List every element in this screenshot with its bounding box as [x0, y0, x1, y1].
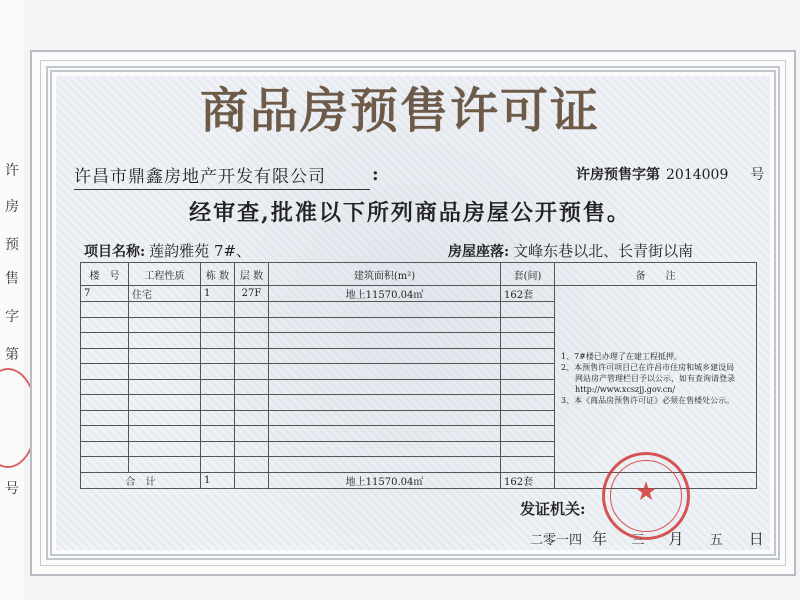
permit-suffix: 号 — [750, 167, 765, 183]
project-name-row — [84, 240, 251, 261]
date-day-unit: 日 — [748, 530, 764, 548]
date-year-unit: 年 — [592, 530, 608, 548]
strip-char: 第 — [5, 347, 19, 363]
company-colon: : — [372, 164, 379, 185]
cell-floors: 27F — [235, 286, 269, 302]
location-value: 文峰东巷以北、长青街以南 — [513, 242, 694, 260]
notes-cell — [555, 286, 757, 473]
cell-area: 地上11570.04㎡ — [269, 286, 501, 302]
official-seal — [602, 452, 690, 540]
header-count: 栋 数 — [201, 263, 235, 286]
total-units: 162套 — [501, 472, 555, 488]
note-line: 2、本预售许可项目已在许昌市住房和城乡建设局 — [561, 363, 735, 373]
project-label: 项目名称: — [84, 244, 146, 260]
cell-units: 162套 — [501, 286, 555, 302]
certificate-title: 商品房预售许可证 — [199, 83, 600, 139]
company-name: 许昌市鼎鑫房地产开发有限公司 — [74, 162, 370, 190]
table-header-row — [81, 263, 757, 286]
date-day: 五 — [709, 533, 723, 548]
permit-number-value: 2014009 — [666, 167, 729, 183]
note-line: 网站房产管理栏目予以公示，如有查询请登录 — [575, 374, 735, 384]
location-label: 房屋座落: — [448, 244, 510, 260]
total-area: 地上11570.04㎡ — [269, 472, 501, 488]
note-line: 3、本《商品房预售许可证》必须在售楼处公示。 — [561, 396, 735, 406]
strip-char: 售 — [5, 271, 19, 287]
header-area: 建筑面积(m²) — [269, 263, 501, 286]
date-month-unit: 月 — [668, 530, 684, 548]
star-icon: ★ — [634, 477, 658, 507]
table-row — [81, 286, 757, 302]
header-units: 套(间) — [501, 263, 555, 286]
header-floors: 层 数 — [235, 263, 269, 286]
header-nature: 工程性质 — [129, 263, 201, 286]
header-building-no: 楼 号 — [81, 263, 129, 286]
location-row — [448, 240, 693, 261]
date-year: 二零一四 — [530, 533, 583, 548]
strip-char: 许 — [5, 163, 19, 179]
project-value: 莲韵雅苑 7#、 — [149, 242, 252, 260]
cell-count: 1 — [201, 286, 235, 302]
cell-building: 7 — [81, 286, 129, 302]
total-label: 合 计 — [81, 472, 201, 488]
note-line: 1、7#楼已办理了在建工程抵押。 — [561, 352, 682, 362]
issue-date — [530, 528, 764, 549]
total-count: 1 — [201, 472, 235, 488]
permit-label: 许房预售字第 — [576, 167, 660, 183]
note-line: http://www.xcszjj.gov.cn/ — [575, 385, 676, 395]
approval-statement: 经审查,批准以下所列商品房屋公开预售。 — [189, 200, 631, 226]
issuing-authority-label: 发证机关: — [520, 500, 586, 518]
permit-number — [576, 164, 764, 184]
cell-nature: 住宅 — [129, 286, 201, 302]
strip-char: 房 — [5, 199, 19, 215]
header-notes: 备 注 — [555, 263, 757, 286]
strip-char: 号 — [5, 481, 19, 497]
date-month: 三 — [631, 533, 645, 548]
strip-char: 字 — [5, 309, 19, 325]
strip-char: 预 — [5, 237, 19, 253]
